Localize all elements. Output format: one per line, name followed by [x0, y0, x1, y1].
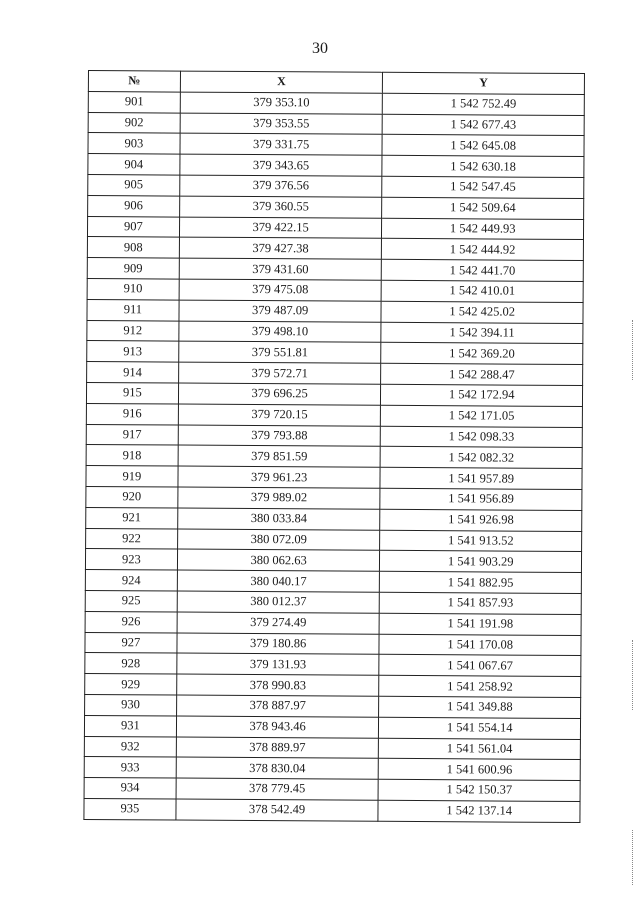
y-coordinate-cell: 1 542 172.94 — [381, 384, 583, 406]
point-number-cell: 935 — [84, 798, 176, 819]
x-coordinate-cell: 378 889.97 — [176, 737, 379, 759]
table-header-row — [88, 71, 584, 95]
y-coordinate-cell: 1 542 098.33 — [381, 426, 583, 448]
x-coordinate-cell: 379 422.15 — [179, 217, 382, 239]
y-coordinate-cell: 1 542 394.11 — [381, 322, 583, 344]
x-coordinate-cell: 379 498.10 — [179, 321, 382, 343]
x-coordinate-cell: 379 851.59 — [178, 445, 381, 467]
y-coordinate-cell: 1 542 509.64 — [382, 197, 584, 219]
table-row — [88, 112, 584, 136]
x-coordinate-cell: 379 696.25 — [178, 383, 381, 405]
table-row — [88, 195, 584, 219]
point-number-cell: 920 — [86, 486, 178, 507]
table-row — [85, 632, 581, 656]
table-row — [87, 258, 583, 282]
table-row — [86, 507, 582, 531]
y-coordinate-cell: 1 542 645.08 — [382, 135, 584, 157]
page-number: 30 — [312, 40, 328, 57]
x-coordinate-cell: 378 990.83 — [176, 674, 379, 696]
x-coordinate-cell: 379 353.55 — [180, 113, 383, 135]
point-number-cell: 926 — [85, 611, 177, 632]
x-coordinate-cell: 378 943.46 — [176, 716, 379, 738]
point-number-cell: 923 — [85, 549, 177, 570]
y-coordinate-cell: 1 542 630.18 — [382, 155, 584, 177]
x-coordinate-cell: 379 353.10 — [180, 92, 383, 114]
x-coordinate-cell: 379 551.81 — [179, 341, 382, 363]
y-coordinate-cell: 1 542 752.49 — [383, 93, 585, 115]
header-y: Y — [383, 72, 585, 94]
point-number-cell: 913 — [87, 341, 179, 362]
table-row — [85, 674, 581, 698]
table-row — [86, 445, 582, 469]
table-row — [86, 382, 582, 406]
table-row — [84, 736, 580, 760]
header-x: X — [180, 71, 383, 93]
point-number-cell: 919 — [86, 466, 178, 487]
x-coordinate-cell: 379 961.23 — [178, 466, 381, 488]
x-coordinate-cell: 379 572.71 — [178, 362, 381, 384]
table-row — [88, 91, 584, 115]
table-row — [85, 611, 581, 635]
point-number-cell: 907 — [87, 216, 179, 237]
point-number-cell: 902 — [88, 112, 180, 133]
y-coordinate-cell: 1 542 441.70 — [382, 259, 584, 281]
point-number-cell: 929 — [85, 674, 177, 695]
table-row — [86, 424, 582, 448]
header-number: № — [88, 71, 180, 92]
table-row — [86, 403, 582, 427]
x-coordinate-cell: 378 887.97 — [176, 695, 379, 717]
x-coordinate-cell: 379 427.38 — [179, 237, 382, 259]
x-coordinate-cell: 379 989.02 — [178, 487, 381, 509]
x-coordinate-cell: 379 360.55 — [179, 196, 382, 218]
table-row — [85, 653, 581, 677]
point-number-cell: 932 — [84, 736, 176, 757]
point-number-cell: 910 — [87, 278, 179, 299]
x-coordinate-cell: 379 331.75 — [180, 133, 383, 155]
table-row — [88, 154, 584, 178]
table-row — [85, 549, 581, 573]
y-coordinate-cell: 1 542 137.14 — [378, 800, 580, 822]
x-coordinate-cell: 380 062.63 — [177, 549, 380, 571]
y-coordinate-cell: 1 541 191.98 — [379, 613, 581, 635]
table-row — [87, 216, 583, 240]
coordinates-table — [83, 70, 585, 823]
table-row — [86, 466, 582, 490]
x-coordinate-cell: 378 779.45 — [176, 778, 379, 800]
y-coordinate-cell: 1 542 082.32 — [380, 447, 582, 469]
table-row — [85, 590, 581, 614]
point-number-cell: 914 — [87, 362, 179, 383]
x-coordinate-cell: 379 343.65 — [180, 154, 383, 176]
y-coordinate-cell: 1 541 561.04 — [379, 738, 581, 760]
x-coordinate-cell: 379 793.88 — [178, 425, 381, 447]
y-coordinate-cell: 1 542 677.43 — [383, 114, 585, 136]
point-number-cell: 916 — [86, 403, 178, 424]
point-number-cell: 903 — [88, 133, 180, 154]
point-number-cell: 904 — [88, 154, 180, 175]
y-coordinate-cell: 1 542 410.01 — [381, 280, 583, 302]
point-number-cell: 911 — [87, 299, 179, 320]
x-coordinate-cell: 379 274.49 — [177, 612, 380, 634]
y-coordinate-cell: 1 541 349.88 — [379, 696, 581, 718]
point-number-cell: 930 — [85, 694, 177, 715]
y-coordinate-cell: 1 541 903.29 — [380, 551, 582, 573]
point-number-cell: 915 — [86, 382, 178, 403]
y-coordinate-cell: 1 541 956.89 — [380, 488, 582, 510]
y-coordinate-cell: 1 542 444.92 — [382, 239, 584, 261]
x-coordinate-cell: 380 040.17 — [177, 570, 380, 592]
table-body — [84, 91, 584, 822]
y-coordinate-cell: 1 541 882.95 — [380, 571, 582, 593]
y-coordinate-cell: 1 541 554.14 — [379, 717, 581, 739]
y-coordinate-cell: 1 541 957.89 — [380, 467, 582, 489]
point-number-cell: 917 — [86, 424, 178, 445]
y-coordinate-cell: 1 541 067.67 — [379, 655, 581, 677]
point-number-cell: 909 — [87, 258, 179, 279]
point-number-cell: 908 — [87, 237, 179, 258]
y-coordinate-cell: 1 542 425.02 — [381, 301, 583, 323]
point-number-cell: 906 — [88, 195, 180, 216]
x-coordinate-cell: 380 012.37 — [177, 591, 380, 613]
point-number-cell: 925 — [85, 590, 177, 611]
x-coordinate-cell: 379 431.60 — [179, 258, 382, 280]
scan-margin-mark — [632, 830, 634, 885]
x-coordinate-cell: 379 376.56 — [180, 175, 383, 197]
table-row — [86, 528, 582, 552]
table-row — [88, 174, 584, 198]
y-coordinate-cell: 1 542 369.20 — [381, 343, 583, 365]
x-coordinate-cell: 380 033.84 — [178, 508, 381, 530]
table-row — [87, 237, 583, 261]
x-coordinate-cell: 380 072.09 — [177, 529, 380, 551]
y-coordinate-cell: 1 541 600.96 — [379, 759, 581, 781]
table-row — [85, 694, 581, 718]
table-row — [84, 798, 580, 822]
table-row — [85, 570, 581, 594]
point-number-cell: 905 — [88, 174, 180, 195]
scan-margin-mark — [632, 640, 634, 710]
point-number-cell: 933 — [84, 757, 176, 778]
y-coordinate-cell: 1 542 449.93 — [382, 218, 584, 240]
table-row — [84, 715, 580, 739]
y-coordinate-cell: 1 542 150.37 — [378, 779, 580, 801]
y-coordinate-cell: 1 541 857.93 — [380, 592, 582, 614]
x-coordinate-cell: 379 131.93 — [177, 653, 380, 675]
y-coordinate-cell: 1 541 258.92 — [379, 675, 581, 697]
point-number-cell: 921 — [86, 507, 178, 528]
point-number-cell: 901 — [88, 91, 180, 112]
table-row — [84, 757, 580, 781]
x-coordinate-cell: 379 475.08 — [179, 279, 382, 301]
x-coordinate-cell: 379 180.86 — [177, 633, 380, 655]
x-coordinate-cell: 378 830.04 — [176, 757, 379, 779]
table-row — [84, 778, 580, 802]
y-coordinate-cell: 1 541 913.52 — [380, 530, 582, 552]
table-row — [86, 486, 582, 510]
point-number-cell: 924 — [85, 570, 177, 591]
y-coordinate-cell: 1 542 288.47 — [381, 363, 583, 385]
table-row — [88, 133, 584, 157]
scan-margin-mark — [632, 320, 634, 380]
point-number-cell: 931 — [84, 715, 176, 736]
table-row — [87, 278, 583, 302]
point-number-cell: 912 — [87, 320, 179, 341]
y-coordinate-cell: 1 541 170.08 — [379, 634, 581, 656]
point-number-cell: 922 — [86, 528, 178, 549]
point-number-cell: 918 — [86, 445, 178, 466]
x-coordinate-cell: 379 720.15 — [178, 404, 381, 426]
point-number-cell: 934 — [84, 778, 176, 799]
x-coordinate-cell: 378 542.49 — [176, 799, 379, 821]
point-number-cell: 927 — [85, 632, 177, 653]
y-coordinate-cell: 1 541 926.98 — [380, 509, 582, 531]
y-coordinate-cell: 1 542 171.05 — [381, 405, 583, 427]
point-number-cell: 928 — [85, 653, 177, 674]
y-coordinate-cell: 1 542 547.45 — [382, 176, 584, 198]
x-coordinate-cell: 379 487.09 — [179, 300, 382, 322]
